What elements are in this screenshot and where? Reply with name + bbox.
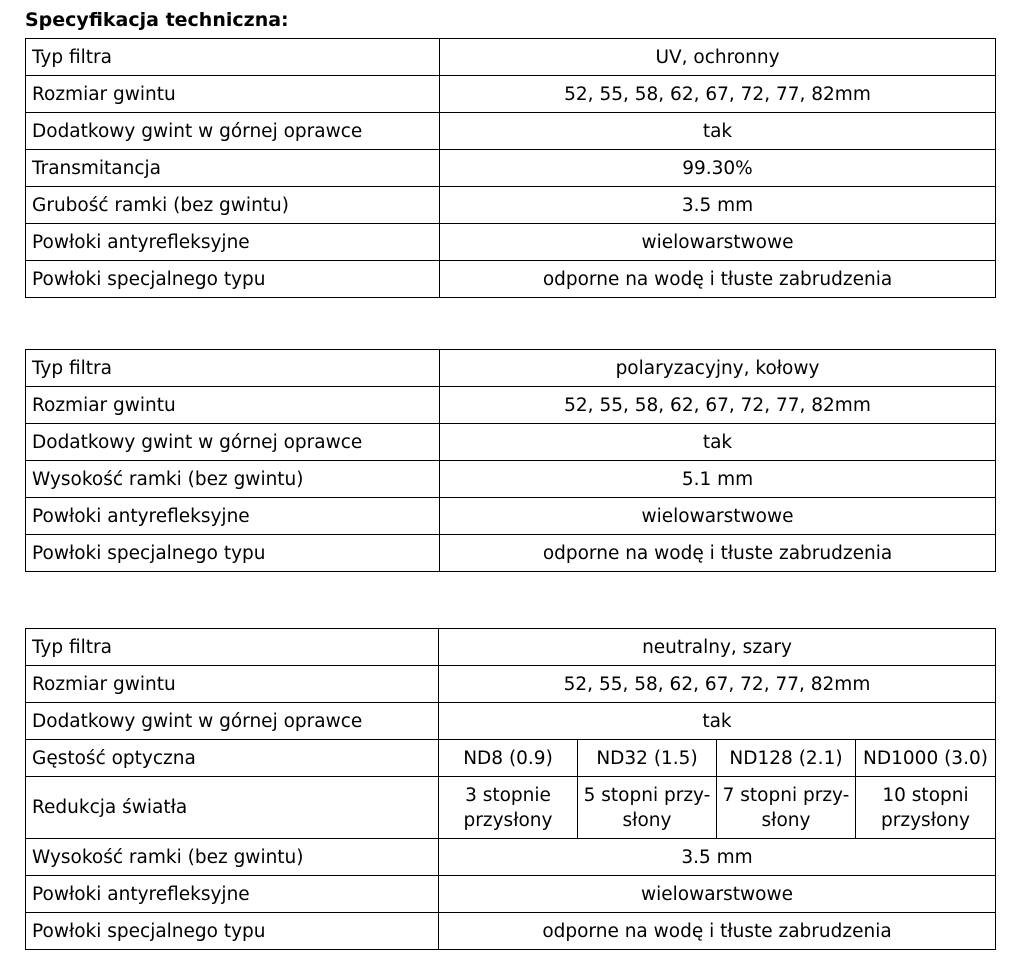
- light-reduction-value: [717, 777, 856, 839]
- table-row: [26, 913, 996, 950]
- table-row: [26, 424, 996, 461]
- row-value: tak: [440, 113, 996, 150]
- row-label: Rozmiar gwintu: [26, 76, 440, 113]
- row-value: 52, 55, 58, 62, 67, 72, 77, 82mm: [440, 76, 996, 113]
- table-row: [26, 498, 996, 535]
- table-row: [26, 350, 996, 387]
- row-value: neutralny, szary: [439, 629, 996, 666]
- row-value: tak: [439, 703, 996, 740]
- row-label: Typ filtra: [26, 350, 440, 387]
- row-label: Typ filtra: [26, 39, 440, 76]
- table-row: [26, 461, 996, 498]
- row-value: 99.30%: [440, 150, 996, 187]
- light-reduction-line: słony: [622, 809, 672, 831]
- page-title: Specyfikacja techniczna:: [25, 9, 289, 31]
- light-reduction-line: przysłony: [463, 809, 553, 831]
- row-value: UV, ochronny: [440, 39, 996, 76]
- row-value: 3.5 mm: [439, 839, 996, 876]
- row-label: Rozmiar gwintu: [26, 387, 440, 424]
- table-row: [26, 387, 996, 424]
- row-label: Powłoki antyrefleksyjne: [26, 498, 440, 535]
- row-label: Dodatkowy gwint w górnej oprawce: [26, 113, 440, 150]
- row-value: polaryzacyjny, kołowy: [440, 350, 996, 387]
- table-row: [26, 666, 996, 703]
- optical-density-value: ND128 (2.1): [717, 740, 856, 777]
- row-label: Transmitancja: [26, 150, 440, 187]
- row-label: Wysokość ramki (bez gwintu): [26, 461, 440, 498]
- table-row: [26, 39, 996, 76]
- row-value: 3.5 mm: [440, 187, 996, 224]
- light-reduction-line: 3 stopnie: [465, 784, 551, 806]
- row-label: Typ filtra: [26, 629, 439, 666]
- light-reduction-line: słony: [761, 809, 811, 831]
- light-reduction-value: [439, 777, 578, 839]
- table-row: [26, 839, 996, 876]
- row-label: Wysokość ramki (bez gwintu): [26, 839, 439, 876]
- optical-density-value: ND32 (1.5): [578, 740, 717, 777]
- table-row: [26, 261, 996, 298]
- light-reduction-value: [578, 777, 717, 839]
- spec-table-uv: [25, 38, 996, 298]
- light-reduction-value: [856, 777, 996, 839]
- row-label: Redukcja światła: [26, 777, 439, 839]
- light-reduction-line: 5 stopni przy-: [583, 784, 711, 806]
- table-row: [26, 777, 996, 839]
- row-label: Powłoki specjalnego typu: [26, 913, 439, 950]
- row-label: Powłoki specjalnego typu: [26, 261, 440, 298]
- optical-density-value: ND1000 (3.0): [856, 740, 996, 777]
- row-label: Grubość ramki (bez gwintu): [26, 187, 440, 224]
- row-label: Dodatkowy gwint w górnej oprawce: [26, 703, 439, 740]
- light-reduction-line: przysłony: [881, 809, 970, 831]
- row-value: 52, 55, 58, 62, 67, 72, 77, 82mm: [439, 666, 996, 703]
- table-row: [26, 876, 996, 913]
- row-value: tak: [440, 424, 996, 461]
- row-label: Gęstość optyczna: [26, 740, 439, 777]
- light-reduction-line: 7 stopni przy-: [722, 784, 850, 806]
- row-label: Powłoki specjalnego typu: [26, 535, 440, 572]
- row-value: odporne na wodę i tłuste zabrudzenia: [440, 535, 996, 572]
- row-label: Rozmiar gwintu: [26, 666, 439, 703]
- table-row: [26, 703, 996, 740]
- row-value: 5.1 mm: [440, 461, 996, 498]
- spec-table-nd: [25, 628, 996, 950]
- table-row: [26, 187, 996, 224]
- table-row: [26, 740, 996, 777]
- row-value: wielowarstwowe: [440, 224, 996, 261]
- row-label: Powłoki antyrefleksyjne: [26, 876, 439, 913]
- row-value: 52, 55, 58, 62, 67, 72, 77, 82mm: [440, 387, 996, 424]
- spec-table-polarizing: [25, 349, 996, 572]
- table-row: [26, 150, 996, 187]
- row-value: odporne na wodę i tłuste zabrudzenia: [440, 261, 996, 298]
- table-row: [26, 76, 996, 113]
- table-row: [26, 224, 996, 261]
- table-row: [26, 535, 996, 572]
- light-reduction-line: 10 stopni: [882, 784, 969, 806]
- row-value: wielowarstwowe: [440, 498, 996, 535]
- row-value: wielowarstwowe: [439, 876, 996, 913]
- row-value: odporne na wodę i tłuste zabrudzenia: [439, 913, 996, 950]
- table-row: [26, 113, 996, 150]
- table-row: [26, 629, 996, 666]
- row-label: Powłoki antyrefleksyjne: [26, 224, 440, 261]
- optical-density-value: ND8 (0.9): [439, 740, 578, 777]
- row-label: Dodatkowy gwint w górnej oprawce: [26, 424, 440, 461]
